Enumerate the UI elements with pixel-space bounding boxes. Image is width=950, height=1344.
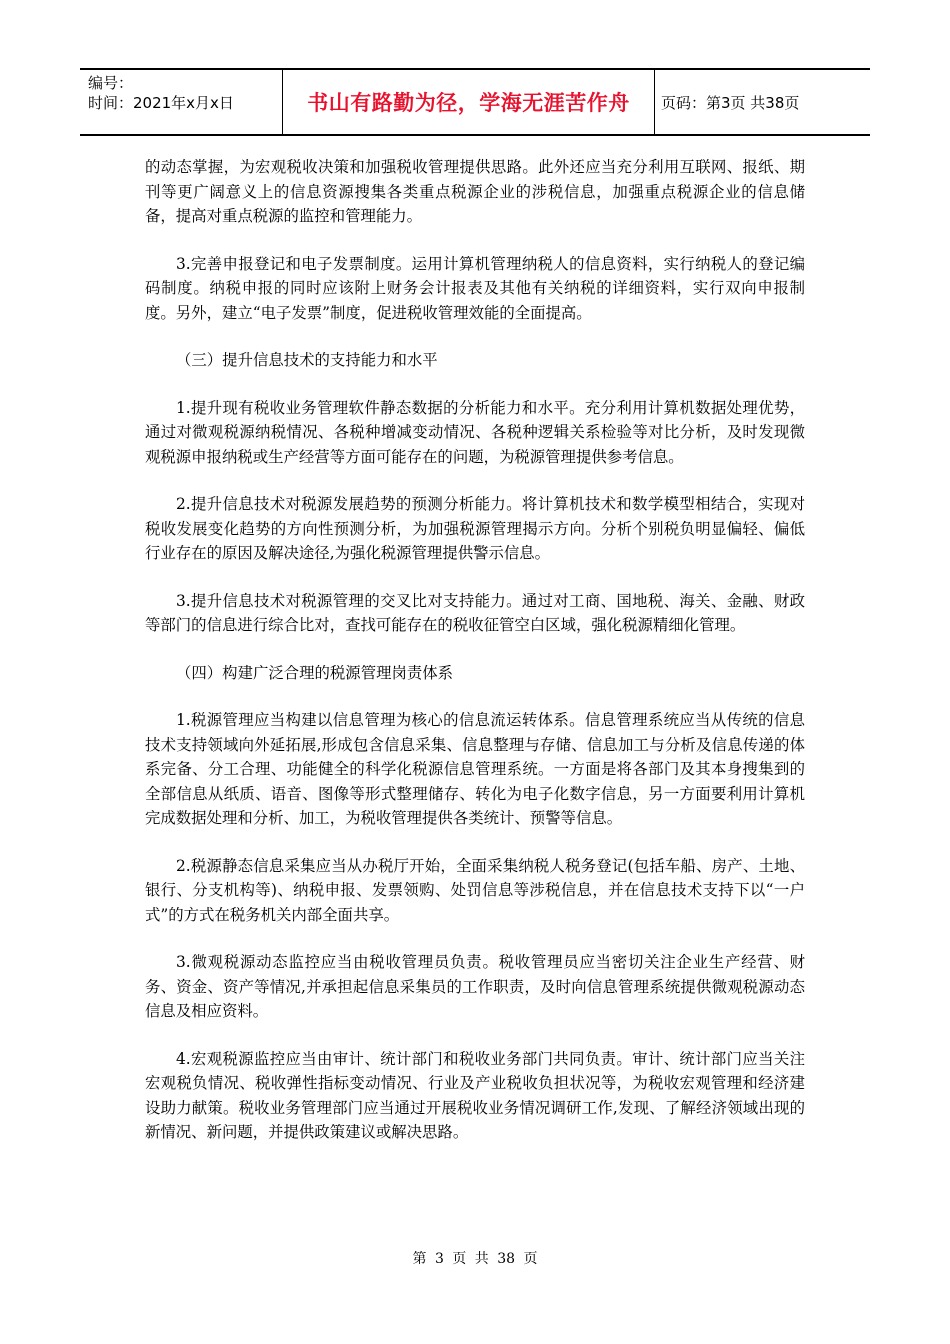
paragraph: 3.完善申报登记和电子发票制度。运用计算机管理纳税人的信息资料，实行纳税人的登记编码制度。纳税申报的同时应该附上财务会计报表及其他有关纳税的详细资料，实行双向申报制度。另外，建立“电子发票”制度，促进税收管理效能的全面提高。 — [145, 254, 805, 322]
paragraph: 3.微观税源动态监控应当由税收管理员负责。税收管理员应当密切关注企业生产经营、财务、资金、资产等情况,并承担起信息采集员的工作职责，及时向信息管理系统提供微观税源动态信息及相应资料。 — [145, 953, 805, 1020]
paragraph: 的动态掌握，为宏观税收决策和加强税收管理提供思路。此外还应当充分利用互联网、报纸、期刊等更广阔意义上的信息资源搜集各类重点税源企业的涉税信息，加强重点税源企业的信息储备，提高对重点税源的监控和管理能力。 — [145, 158, 805, 225]
paragraph: 1.提升现有税收业务管理软件静态数据的分析能力和水平。充分利用计算机数据处理优势，通过对微观税源纳税情况、各税种增减变动情况、各税种逻辑关系检验等对比分析，及时发现微观税源申报纳税或生产经营等方面可能存在的问题，为税源管理提供参考信息。 — [145, 398, 805, 466]
section-heading: （三）提升信息技术的支持能力和水平 — [176, 351, 438, 369]
paragraph: 1.税源管理应当构建以信息管理为核心的信息流运转体系。信息管理系统应当从传统的信息技术支持领域向外延拓展,形成包含信息采集、信息整理与存储、信息加工与分析及信息传递的体系完备、分工合理、功能健全的科学化税源信息管理系统。一方面是将各部门及其本身搜集到的全部信息从纸质、语音、图像等形式整理储存、转化为电子化数字信息，另一方面要利用计算机完成数据处理和分析、加工，为税收管理提供各类统计、预警等信息。 — [145, 711, 805, 827]
page-header — [80, 68, 870, 136]
header-page-label: 页码：第3页 共38页 — [661, 93, 800, 112]
document-time-label: 时间：2021年x月x日 — [88, 94, 234, 112]
paragraph: 2.税源静态信息采集应当从办税厅开始，全面采集纳税人税务登记(包括车船、房产、土地、银行、分支机构等)、纳税申报、发票领购、处罚信息等涉税信息，并在信息技术支持下以“一户式”的方式在税务机关内部全面共享。 — [145, 856, 805, 924]
paragraph: 4.宏观税源监控应当由审计、统计部门和税收业务部门共同负责。审计、统计部门应当关注宏观税负情况、税收弹性指标变动情况、行业及产业税收负担状况等，为税收宏观管理和经济建设助力献策。税收业务管理部门应当通过开展税收业务情况调研工作,发现、了解经济领域出现的新情况、新问题，并提供政策建议或解决思路。 — [145, 1049, 805, 1141]
header-motto: 书山有路勤为径，学海无涯苦作舟 — [283, 70, 655, 134]
page-footer: 第 3 页 共 38 页 — [412, 1251, 538, 1267]
paragraph: 3.提升信息技术对税源管理的交叉比对支持能力。通过对工商、国地税、海关、金融、财政等部门的信息进行综合比对，查找可能存在的税收征管空白区域，强化税源精细化管理。 — [145, 591, 805, 634]
paragraph: 2.提升信息技术对税源发展趋势的预测分析能力。将计算机技术和数学模型相结合，实现对税收发展变化趋势的方向性预测分析，为加强税源管理揭示方向。分析个别税负明显偏轻、偏低行业存在的原因及解决途径,为强化税源管理提供警示信息。 — [145, 495, 805, 562]
section-heading: （四）构建广泛合理的税源管理岗责体系 — [176, 663, 454, 682]
document-body — [145, 155, 805, 1168]
header-meta — [80, 70, 283, 134]
document-number-label: 编号： — [88, 74, 134, 92]
